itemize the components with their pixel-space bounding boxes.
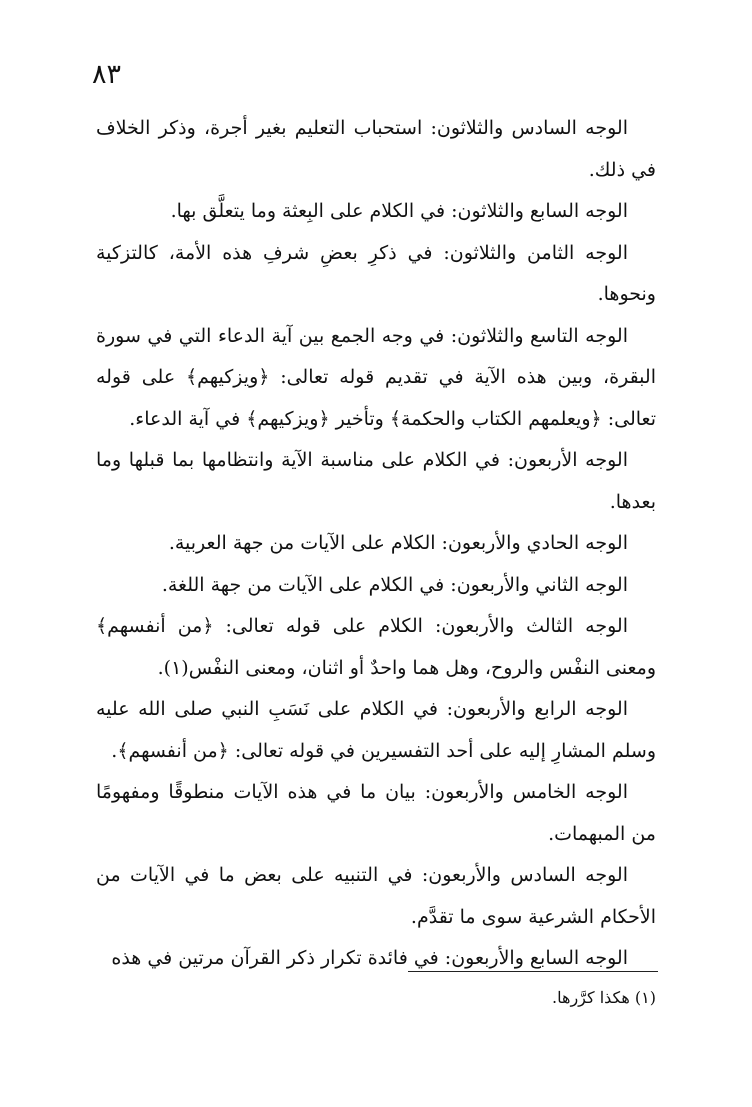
paragraph-43: الوجه الثالث والأربعون: الكلام على قوله تعالى: ﴿من أنفسهم﴾ ومعنى النفْس والروح، وهل هما واحدٌ أو اثنان، ومعنى النفْس(١).: [96, 615, 656, 679]
paragraph-44: الوجه الرابع والأربعون: في الكلام على نَسَبِ النبي صلى الله عليه وسلم المشارِ إليه على أحد التفسيرين في قوله تعالى: ﴿من أنفسهم﴾.: [96, 698, 656, 762]
paragraph-39: الوجه التاسع والثلاثون: في وجه الجمع بين آية الدعاء التي في سورة البقرة، وبين هذه الآية في تقديم قوله تعالى: ﴿ويزكيهم﴾ على قوله تعالى: ﴿ويعلمهم الكتاب والحكمة﴾ وتأخير ﴿ويزكيهم﴾ في آية الدعاء.: [96, 324, 656, 430]
main-text: [96, 108, 656, 980]
paragraph-41: الوجه الحادي والأربعون: الكلام على الآيات من جهة العربية.: [168, 532, 628, 554]
page-number: ٨٣: [92, 59, 122, 90]
paragraph-46: الوجه السادس والأربعون: في التنبيه على بعض ما في الآيات من الأحكام الشرعية سوى ما تقدَّم.: [96, 864, 656, 928]
paragraph-37: الوجه السابع والثلاثون: في الكلام على البِعثة وما يتعلَّق بها.: [170, 200, 628, 222]
paragraph-42: الوجه الثاني والأربعون: في الكلام على الآيات من جهة اللغة.: [161, 573, 628, 596]
paragraph-40: الوجه الأربعون: في الكلام على مناسبة الآية وانتظامها بما قبلها وما بعدها.: [96, 449, 656, 513]
paragraph-36: الوجه السادس والثلاثون: استحباب التعليم بغير أجرة، وذكر الخلاف في ذلك.: [96, 117, 656, 181]
footnote: (١) هكذا كرَّرها.: [552, 988, 656, 1007]
paragraph-45: الوجه الخامس والأربعون: بيان ما في هذه الآيات منطوقًا ومفهومًا من المبهمات.: [96, 781, 656, 845]
paragraph-38: الوجه الثامن والثلاثون: في ذكرِ بعضِ شرفِ هذه الأمة، كالتزكية ونحوها.: [96, 241, 656, 305]
footnote-divider: [408, 971, 658, 972]
paragraph-47: الوجه السابع والأربعون: في فائدة تكرار ذكر القرآن مرتين في هذه: [111, 947, 628, 969]
